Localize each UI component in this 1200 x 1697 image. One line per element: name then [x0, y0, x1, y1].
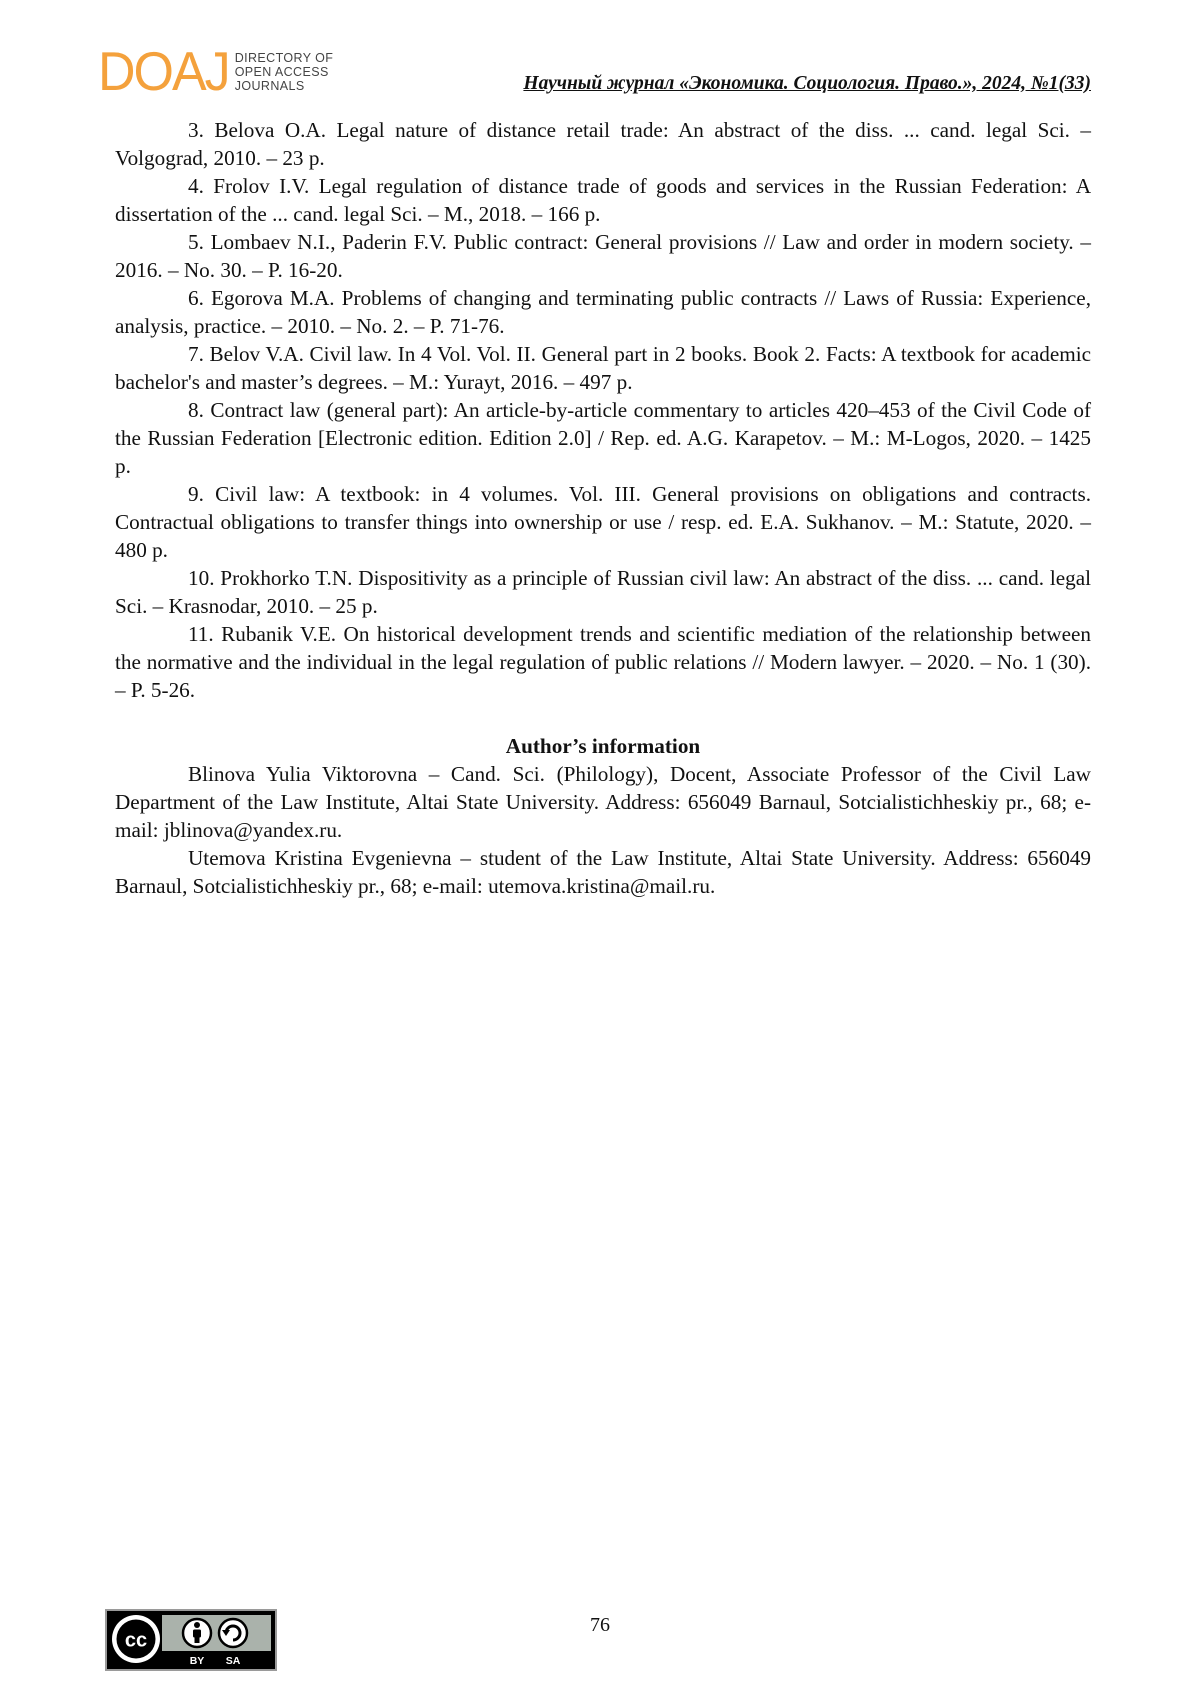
reference-item: 3. Belova O.A. Legal nature of distance retail trade: An abstract of the diss. ... cand. legal Sci. – Volgograd, 2010. – 23 p.	[115, 118, 1091, 170]
doaj-logo-text	[235, 51, 334, 93]
author-info-paragraph: Blinova Yulia Viktorovna – Cand. Sci. (Philology), Docent, Associate Professor of the Civil Law Department of the Law Institute, Altai State University. Address: 656049 Barnaul, Sotcialistichheskiy pr., 68; e-mail: jblinova@yandex.ru.	[115, 762, 1091, 842]
author-info-heading: Author’s information	[505, 734, 701, 758]
reference-item: 9. Civil law: A textbook: in 4 volumes. Vol. III. General provisions on obligations and contracts. Contractual obligations to transfer things into ownership or use / resp. ed. E.A. Sukhanov. – M.: Statute, 2020. – 480 p.	[115, 482, 1091, 562]
license-label-by: BY	[189, 1655, 205, 1667]
license-label-sa: SA	[225, 1655, 241, 1667]
reference-item: 8. Contract law (general part): An article-by-article commentary to articles 420–453 of the Civil Code of the Russian Federation [Electronic edition. Edition 2.0] / Rep. ed. A.G. Karapetov. – M.: M-Logos, 2020. – 1425 p.	[115, 398, 1091, 478]
reference-item: 7. Belov V.A. Civil law. In 4 Vol. Vol. II. General part in 2 books. Book 2. Facts: A textbook for academic bachelor's and master’s degrees. – M.: Yurayt, 2016. – 497 p.	[115, 342, 1091, 394]
reference-item: 4. Frolov I.V. Legal regulation of distance trade of goods and services in the Russian Federation: A dissertation of the ... cand. legal Sci. – M., 2018. – 166 p.	[115, 174, 1091, 226]
svg-text:cc: cc	[124, 1629, 148, 1652]
journal-header: Научный журнал «Экономика. Социология. Право.», 2024, №1(33)	[523, 73, 1091, 94]
doaj-logo	[98, 41, 334, 103]
author-info-paragraph: Utemova Kristina Evgenievna – student of the Law Institute, Altai State University. Address: 656049 Barnaul, Sotcialistichheskiy pr., 68; e-mail: utemova.kristina@mail.ru.	[115, 846, 1091, 898]
doaj-logo-line: JOURNALS	[234, 79, 305, 93]
reference-item: 11. Rubanik V.E. On historical development trends and scientific mediation of the relationship between the normative and the individual in the legal regulation of public relations // Modern lawyer. – 2020. – No. 1 (30). – P. 5-26.	[115, 622, 1091, 702]
reference-item: 6. Egorova M.A. Problems of changing and terminating public contracts // Laws of Russia: Experience, analysis, practice. – 2010. – No. 2. – P. 71-76.	[115, 286, 1091, 338]
page-number: 76	[590, 1614, 610, 1636]
page-body	[115, 116, 1091, 900]
reference-item: 5. Lombaev N.I., Paderin F.V. Public contract: General provisions // Law and order in modern society. – 2016. – No. 30. – P. 16-20.	[115, 230, 1091, 282]
doaj-logo-line: OPEN ACCESS	[234, 65, 329, 79]
doaj-logo-line: DIRECTORY OF	[234, 51, 334, 65]
reference-item: 10. Prokhorko T.N. Dispositivity as a principle of Russian civil law: An abstract of the diss. ... cand. legal Sci. – Krasnodar, 2010. – 25 p.	[115, 566, 1091, 618]
doaj-logo-mark: DOAJ	[98, 41, 229, 103]
reference-list	[115, 116, 1091, 704]
